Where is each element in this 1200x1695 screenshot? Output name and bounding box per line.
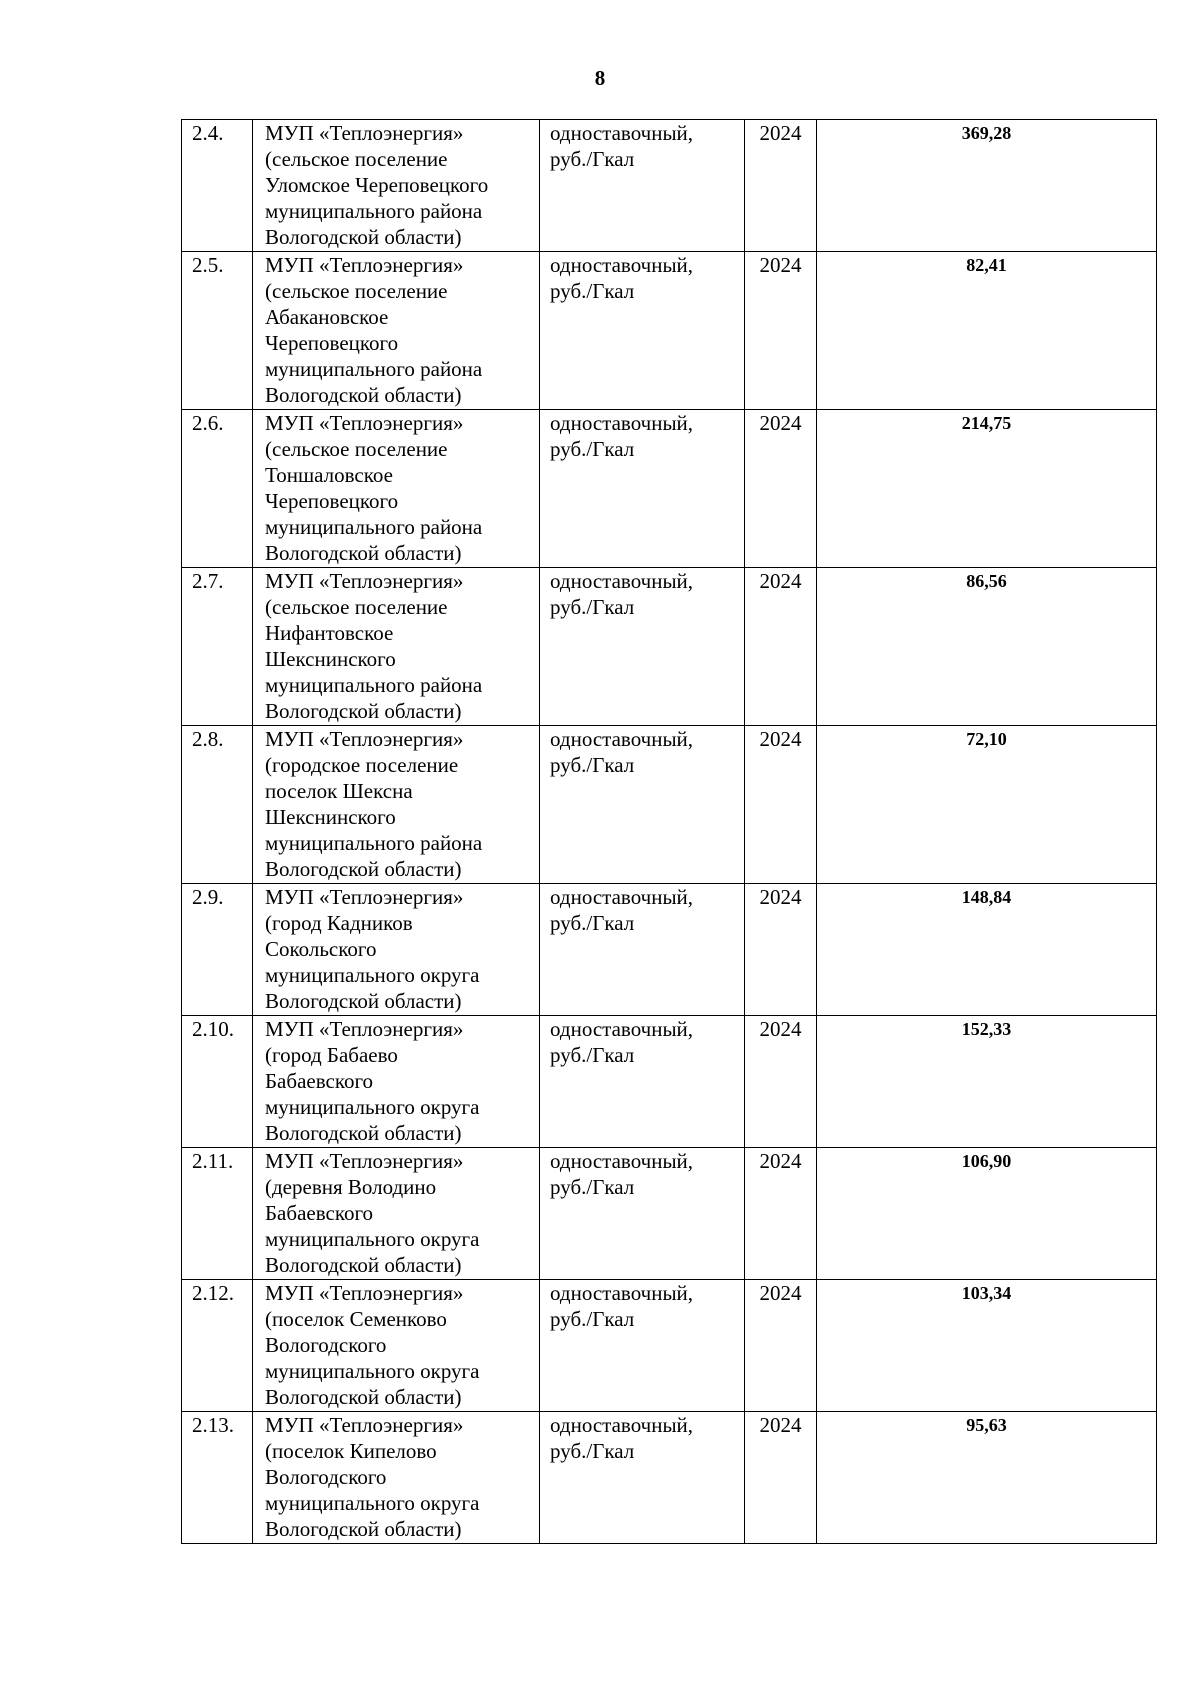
tariff-type-line: одноставочный, (550, 1413, 694, 1437)
row-number: 2.10. (192, 1017, 234, 1041)
row-number-cell (182, 410, 253, 568)
tariff-type-line: руб./Гкал (550, 1439, 635, 1463)
tariff-type-line: одноставочный, (550, 885, 694, 909)
organization-line: Вологодской области) (265, 541, 462, 565)
organization-line: Бабаевского (265, 1201, 374, 1225)
organization-line: (городское поселение (265, 753, 459, 777)
row-number-cell (182, 1412, 253, 1544)
tariff-value: 95,63 (966, 1415, 1007, 1435)
year: 2024 (759, 411, 802, 435)
organization-line: Шекснинского (265, 647, 396, 671)
table-row (182, 884, 1157, 1016)
organization-cell (253, 1148, 540, 1280)
organization-line: (сельское поселение (265, 595, 448, 619)
organization-line: (сельское поселение (265, 147, 448, 171)
year-cell (745, 1148, 817, 1280)
row-number: 2.6. (192, 411, 224, 435)
row-number: 2.4. (192, 121, 224, 145)
tariff-value: 82,41 (966, 255, 1007, 275)
organization-line: Череповецкого (265, 489, 399, 513)
year: 2024 (759, 253, 802, 277)
tariff-type-line: руб./Гкал (550, 279, 635, 303)
tariff-value-cell (817, 410, 1157, 568)
row-number-cell (182, 1148, 253, 1280)
year: 2024 (759, 569, 802, 593)
tariff-value-cell (817, 884, 1157, 1016)
organization-line: МУП «Теплоэнергия» (265, 1281, 464, 1305)
tariff-table (181, 119, 1157, 1544)
organization-cell (253, 252, 540, 410)
organization-line: муниципального округа (265, 963, 480, 987)
organization-line: Вологодской области) (265, 857, 462, 881)
row-number-cell (182, 1280, 253, 1412)
tariff-value: 103,34 (961, 1283, 1012, 1303)
organization-cell (253, 1412, 540, 1544)
year: 2024 (759, 1149, 802, 1173)
tariff-type-line: одноставочный, (550, 1281, 694, 1305)
organization-line: Тоншаловское (265, 463, 393, 487)
year: 2024 (759, 1281, 802, 1305)
organization-line: муниципального округа (265, 1359, 480, 1383)
tariff-value: 72,10 (966, 729, 1007, 749)
year-cell (745, 1412, 817, 1544)
organization-line: Вологодской области) (265, 1253, 462, 1277)
tariff-type-cell (540, 568, 745, 726)
organization-line: муниципального округа (265, 1095, 480, 1119)
organization-line: МУП «Теплоэнергия» (265, 727, 464, 751)
organization-cell (253, 568, 540, 726)
organization-line: Вологодской области) (265, 383, 462, 407)
tariff-type-line: одноставочный, (550, 569, 694, 593)
organization-line: МУП «Теплоэнергия» (265, 411, 464, 435)
organization-cell (253, 884, 540, 1016)
tariff-type-line: одноставочный, (550, 1149, 694, 1173)
row-number: 2.11. (192, 1149, 234, 1173)
table-row (182, 1412, 1157, 1544)
table-row (182, 1016, 1157, 1148)
row-number-cell (182, 1016, 253, 1148)
organization-line: МУП «Теплоэнергия» (265, 569, 464, 593)
row-number: 2.9. (192, 885, 224, 909)
table-row (182, 120, 1157, 252)
table-row (182, 726, 1157, 884)
organization-line: Вологодской области) (265, 225, 462, 249)
tariff-type-cell (540, 1280, 745, 1412)
year-cell (745, 252, 817, 410)
organization-line: муниципального района (265, 357, 483, 381)
year-cell (745, 884, 817, 1016)
tariff-type-line: руб./Гкал (550, 437, 635, 461)
row-number: 2.7. (192, 569, 224, 593)
organization-line: МУП «Теплоэнергия» (265, 885, 464, 909)
organization-line: МУП «Теплоэнергия» (265, 1413, 464, 1437)
row-number: 2.5. (192, 253, 224, 277)
tariff-type-line: руб./Гкал (550, 595, 635, 619)
organization-line: (поселок Семенково (265, 1307, 447, 1331)
year: 2024 (759, 885, 802, 909)
table-row (182, 410, 1157, 568)
tariff-table-body (182, 120, 1157, 1544)
tariff-value: 106,90 (961, 1151, 1012, 1171)
row-number: 2.8. (192, 727, 224, 751)
tariff-type-cell (540, 120, 745, 252)
tariff-type-line: одноставочный, (550, 1017, 694, 1041)
year: 2024 (759, 121, 802, 145)
tariff-value: 369,28 (961, 123, 1012, 143)
tariff-type-line: руб./Гкал (550, 1175, 635, 1199)
row-number-cell (182, 120, 253, 252)
tariff-type-line: руб./Гкал (550, 147, 635, 171)
tariff-value: 86,56 (966, 571, 1007, 591)
tariff-value-cell (817, 120, 1157, 252)
tariff-type-line: одноставочный, (550, 727, 694, 751)
organization-line: поселок Шексна (265, 779, 413, 803)
table-row (182, 1148, 1157, 1280)
organization-cell (253, 120, 540, 252)
row-number-cell (182, 252, 253, 410)
page-number: 8 (594, 66, 606, 90)
organization-line: муниципального района (265, 673, 483, 697)
organization-line: Уломское Череповецкого (265, 173, 489, 197)
organization-line: Вологодского (265, 1465, 387, 1489)
row-number-cell (182, 884, 253, 1016)
year: 2024 (759, 1017, 802, 1041)
year-cell (745, 568, 817, 726)
tariff-value-cell (817, 1280, 1157, 1412)
organization-line: Абакановское (265, 305, 389, 329)
table-row (182, 568, 1157, 726)
organization-line: МУП «Теплоэнергия» (265, 253, 464, 277)
organization-line: Вологодской области) (265, 1121, 462, 1145)
table-row (182, 252, 1157, 410)
organization-line: МУП «Теплоэнергия» (265, 121, 464, 145)
tariff-type-line: руб./Гкал (550, 753, 635, 777)
tariff-value-cell (817, 1148, 1157, 1280)
tariff-type-line: руб./Гкал (550, 1043, 635, 1067)
tariff-value-cell (817, 252, 1157, 410)
organization-line: (поселок Кипелово (265, 1439, 437, 1463)
organization-cell (253, 1280, 540, 1412)
organization-line: муниципального района (265, 515, 483, 539)
tariff-type-line: одноставочный, (550, 411, 694, 435)
organization-line: Шекснинского (265, 805, 396, 829)
year-cell (745, 120, 817, 252)
tariff-value-cell (817, 568, 1157, 726)
year: 2024 (759, 727, 802, 751)
year-cell (745, 726, 817, 884)
tariff-value: 152,33 (961, 1019, 1012, 1039)
organization-line: муниципального округа (265, 1227, 480, 1251)
tariff-type-cell (540, 252, 745, 410)
organization-line: Нифантовское (265, 621, 394, 645)
organization-line: (деревня Володино (265, 1175, 437, 1199)
organization-line: (сельское поселение (265, 279, 448, 303)
tariff-type-cell (540, 726, 745, 884)
tariff-value-cell (817, 1412, 1157, 1544)
row-number-cell (182, 726, 253, 884)
tariff-type-line: руб./Гкал (550, 911, 635, 935)
tariff-type-line: одноставочный, (550, 253, 694, 277)
organization-line: Бабаевского (265, 1069, 374, 1093)
tariff-type-cell (540, 884, 745, 1016)
organization-line: Вологодской области) (265, 699, 462, 723)
organization-cell (253, 1016, 540, 1148)
organization-line: Вологодского (265, 1333, 387, 1357)
tariff-type-cell (540, 1148, 745, 1280)
organization-line: Череповецкого (265, 331, 399, 355)
organization-cell (253, 410, 540, 568)
organization-line: МУП «Теплоэнергия» (265, 1149, 464, 1173)
tariff-type-line: руб./Гкал (550, 1307, 635, 1331)
tariff-value-cell (817, 726, 1157, 884)
table-row (182, 1280, 1157, 1412)
organization-cell (253, 726, 540, 884)
organization-line: Вологодской области) (265, 1385, 462, 1409)
row-number: 2.13. (192, 1413, 234, 1437)
row-number: 2.12. (192, 1281, 234, 1305)
year-cell (745, 1280, 817, 1412)
year-cell (745, 410, 817, 568)
organization-line: (сельское поселение (265, 437, 448, 461)
year-cell (745, 1016, 817, 1148)
organization-line: муниципального района (265, 199, 483, 223)
row-number-cell (182, 568, 253, 726)
organization-line: (город Бабаево (265, 1043, 398, 1067)
organization-line: Вологодской области) (265, 1517, 462, 1541)
tariff-value: 214,75 (961, 413, 1012, 433)
organization-line: муниципального района (265, 831, 483, 855)
organization-line: Вологодской области) (265, 989, 462, 1013)
organization-line: муниципального округа (265, 1491, 480, 1515)
tariff-type-cell (540, 410, 745, 568)
tariff-type-line: одноставочный, (550, 121, 694, 145)
organization-line: (город Кадников (265, 911, 413, 935)
tariff-type-cell (540, 1412, 745, 1544)
tariff-value: 148,84 (961, 887, 1012, 907)
tariff-type-cell (540, 1016, 745, 1148)
tariff-value-cell (817, 1016, 1157, 1148)
year: 2024 (759, 1413, 802, 1437)
organization-line: МУП «Теплоэнергия» (265, 1017, 464, 1041)
organization-line: Сокольского (265, 937, 377, 961)
